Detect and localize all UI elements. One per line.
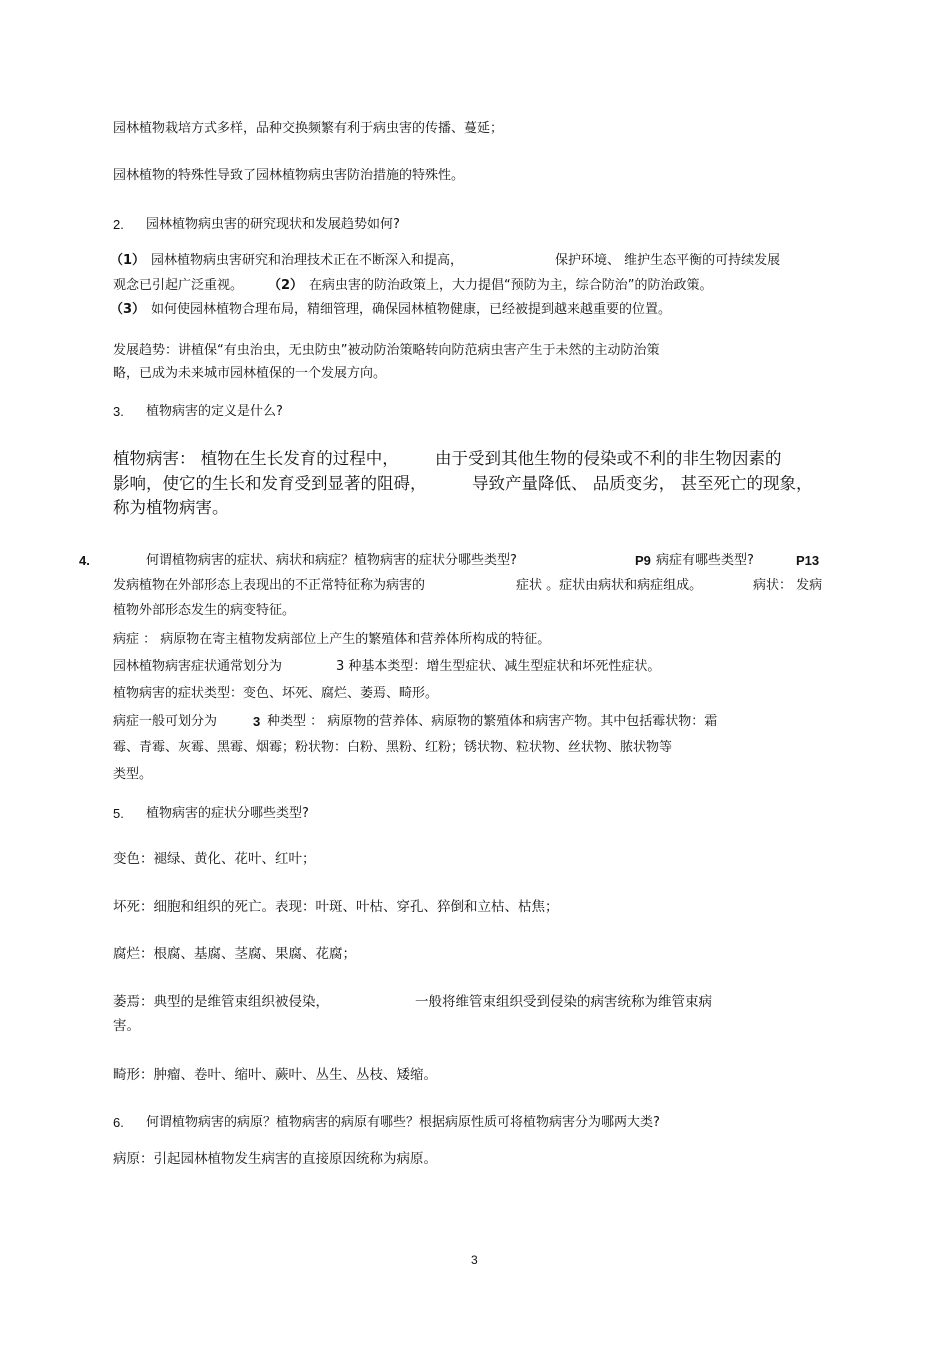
question-6-text: 何谓植物病害的病原？植物病害的病原有哪些？根据病原性质可将植物病害分为哪两大类?	[146, 1115, 660, 1130]
question-5-number: 5.	[113, 806, 124, 821]
answer-4-line-4b: 3 种基本类型：增生型症状、减生型症状和坏死性症状。	[336, 659, 661, 674]
answer-4-line-1b: 症状 。症状由病状和病症组成。	[516, 578, 703, 593]
page-number: 3	[471, 1253, 478, 1267]
symptom-bianse: 变色：褪绿、黄化、花叶、红叶；	[113, 851, 316, 867]
answer-4-line-5: 植物病害的症状类型：变色、坏死、腐烂、萎焉、畸形。	[113, 686, 439, 701]
intro-line-2: 园林植物的特殊性导致了园林植物病虫害防治措施的特殊性。	[113, 168, 465, 183]
trend-line-1: 发展趋势：讲植保“有虫治虫，无虫防虫”被动防治策略转向防范病虫害产生于未然的主动防治策	[113, 343, 660, 358]
answer-2-label-3: （3）	[110, 302, 146, 317]
question-2-number: 2.	[113, 217, 124, 232]
question-4-ref-2: P13	[796, 553, 820, 568]
question-6-number: 6.	[113, 1115, 124, 1130]
answer-4-line-6b: 种类型 ： 病原物的营养体、病原物的繁殖体和病害产物。其中包括霉状物：霜	[267, 714, 718, 729]
intro-line-1: 园林植物栽培方式多样，品种交换频繁有利于病虫害的传播、蔓延；	[113, 121, 504, 136]
answer-4-line-7: 霉、青霉、灰霉、黑霉、烟霉；粉状物：白粉、黑粉、红粉；锈状物、粒状物、丝状物、脓状物等	[113, 740, 673, 755]
answer-4-line-2: 植物外部形态发生的病变特征。	[113, 603, 296, 618]
answer-2-line-2a: 观念已引起广泛重视。	[113, 278, 244, 293]
symptom-fulan: 腐烂：根腐、基腐、茎腐、果腐、花腐；	[113, 946, 356, 962]
answer-2-label-1: （1）	[110, 253, 146, 268]
answer-2-line-3: 如何使园林植物合理布局，精细管理，确保园林植物健康，已经被提到越来越重要的位置。	[151, 302, 672, 317]
trend-line-2: 略，已成为未来城市园林植保的一个发展方向。	[113, 366, 387, 381]
symptom-weiyan-a: 萎焉：典型的是维管束组织被侵染，	[113, 994, 329, 1010]
question-4-number: 4.	[79, 553, 90, 568]
symptom-jixing: 畸形：肿瘤、卷叶、缩叶、蕨叶、丛生、丛枝、矮缩。	[113, 1067, 437, 1083]
answer-2-label-2: （2）	[268, 278, 304, 293]
answer-3-line-1a: 植物病害： 植物在生长发育的过程中，	[113, 449, 399, 468]
answer-4-line-6a: 病症一般可划分为	[113, 714, 218, 729]
answer-2-line-1a: 园林植物病虫害研究和治理技术正在不断深入和提高，	[151, 253, 464, 268]
question-4-text: 何谓植物病害的症状、病状和病症？植物病害的症状分哪些类型?	[146, 553, 517, 568]
answer-4-line-3: 病症 ： 病原物在寄主植物发病部位上产生的繁殖体和营养体所构成的特征。	[113, 632, 551, 647]
question-3-number: 3.	[113, 404, 124, 419]
answer-3-line-3: 称为植物病害。	[113, 498, 229, 517]
question-2-text: 园林植物病虫害的研究现状和发展趋势如何?	[146, 217, 400, 232]
question-3-text: 植物病害的定义是什么?	[146, 404, 283, 419]
question-4-ref-1-text: 病症有哪些类型?	[656, 553, 754, 568]
answer-4-line-4a: 园林植物病害症状通常划分为	[113, 659, 283, 674]
answer-4-line-6-count: 3	[253, 714, 261, 729]
symptom-weiyan-b: 一般将维管束组织受到侵染的病害统称为维管束病	[415, 994, 712, 1010]
answer-4-line-1a: 发病植物在外部形态上表现出的不正常特征称为病害的	[113, 578, 426, 593]
symptom-huaisi: 坏死：细胞和组织的死亡。表现：叶斑、叶枯、穿孔、猝倒和立枯、枯焦；	[113, 899, 559, 915]
question-4-ref-1: P9	[635, 553, 651, 568]
question-5-text: 植物病害的症状分哪些类型?	[146, 806, 309, 821]
answer-6: 病原：引起园林植物发生病害的直接原因统称为病原。	[113, 1151, 437, 1167]
symptom-weiyan-c: 害。	[113, 1018, 140, 1034]
answer-2-line-2b: 在病虫害的防治政策上，大力提倡“预防为主，综合防治”的防治政策。	[309, 278, 713, 293]
answer-3-line-2b: 导致产量降低、 品质变劣， 甚至死亡的现象，	[472, 474, 813, 493]
answer-2-line-1b: 保护环境、 维护生态平衡的可持续发展	[555, 253, 781, 268]
answer-3-line-2a: 影响，使它的生长和发育受到显著的阻碍，	[113, 474, 427, 493]
answer-3-line-1b: 由于受到其他生物的侵染或不利的非生物因素的	[435, 449, 782, 468]
answer-4-line-8: 类型。	[113, 767, 153, 782]
answer-4-line-1c: 病状： 发病	[753, 578, 823, 593]
